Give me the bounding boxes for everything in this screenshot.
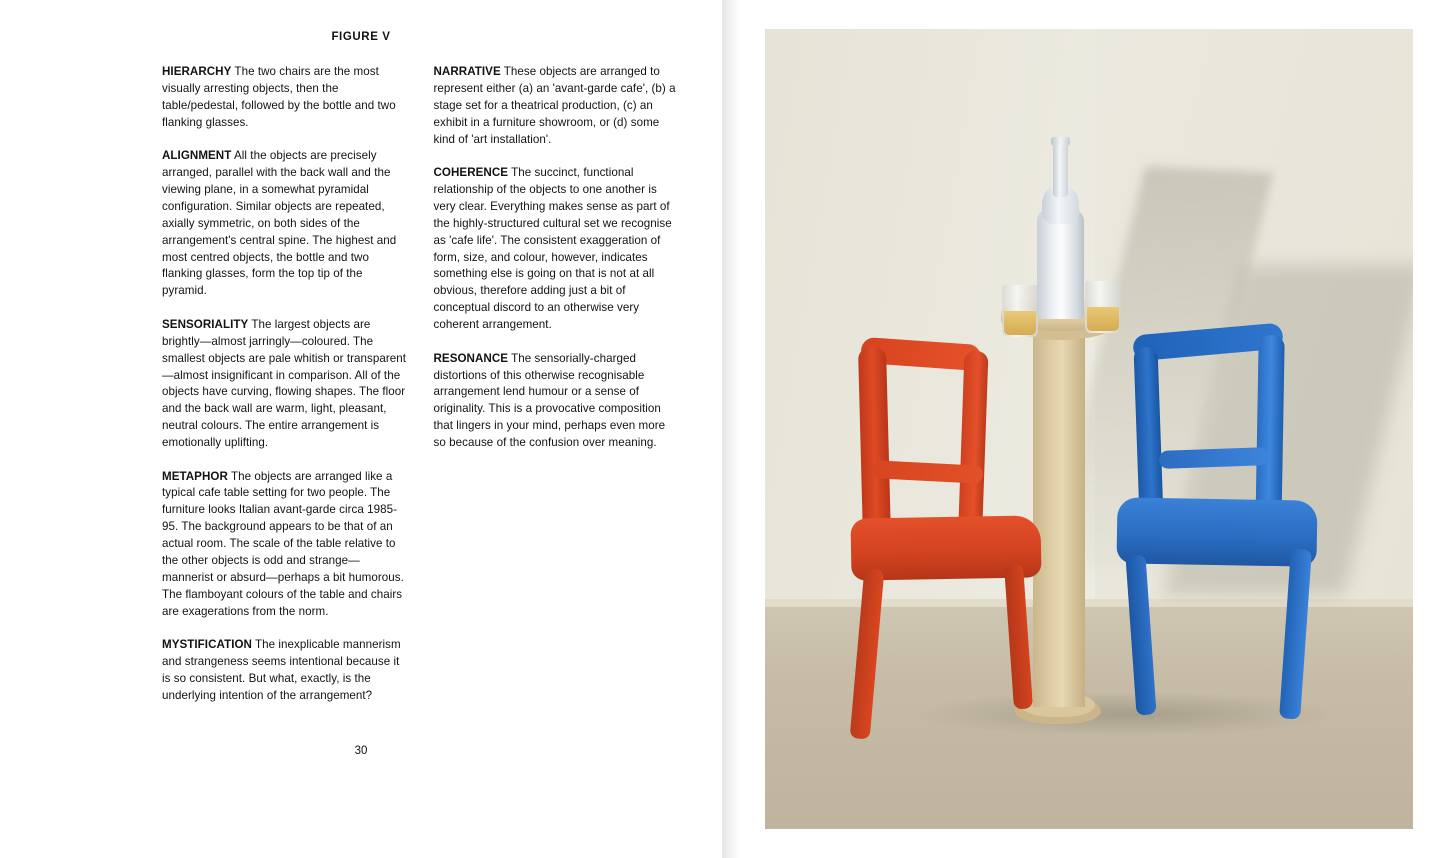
paragraph-lead: RESONANCE — [433, 351, 509, 365]
paragraph-body: The two chairs are the most visually arresting objects, then the table/pedestal, followed by the bottle and two flanking glasses. — [162, 65, 396, 129]
text-columns — [162, 64, 680, 705]
paragraph-body: The objects are arranged like a typical cafe table setting for two people. The furniture looks Italian avant-garde circa 1985-95. The background appears to be that of an actual room. The scale of the table relative to the other objects is odd and strange—mannerist or absurd—perhaps a bit humorous. The flamboyant colours of the table and chairs are exagerations from the norm. — [162, 469, 404, 618]
paragraph-lead: SENSORIALITY — [162, 317, 249, 331]
paragraph-coherence — [434, 165, 681, 334]
paragraph-narrative — [434, 64, 681, 149]
paragraph-lead: COHERENCE — [433, 166, 509, 180]
paragraph-hierarchy — [162, 64, 409, 132]
paragraph-mystification — [162, 637, 409, 705]
bottle-body — [1037, 209, 1084, 319]
glass-left — [1002, 285, 1038, 337]
paragraph-alignment — [162, 148, 409, 300]
right-page — [722, 0, 1445, 858]
pedestal-column — [1033, 317, 1085, 707]
paragraph-lead: HIERARCHY — [162, 65, 232, 78]
floor-contact-shadow — [915, 691, 1335, 737]
left-page — [0, 0, 722, 858]
page-number: 30 — [354, 745, 368, 757]
blue-chair-arm — [1159, 447, 1270, 469]
paragraph-lead: METAPHOR — [162, 469, 228, 483]
paragraph-resonance — [434, 351, 681, 452]
paragraph-metaphor — [162, 469, 409, 621]
paragraph-body: The sensorially-charged distortions of this otherwise recognisable arrangement lend humour or a sense of originality. This is a provocative composition that lingers in your mind, perhaps even more so because of the confusion over meaning. — [433, 351, 666, 450]
paragraph-body: The largest objects are brightly—almost jarringly—coloured. The smallest objects are pale whitish or transparent—almost insignificant in comparison. All of the objects have curving, flowing shapes. The floor and the back wall are warm, light, pleasant, neutral colours. The entire arrangement is emotionally uplifting. — [162, 317, 407, 450]
glass-left-liquid — [1004, 311, 1036, 335]
paragraph-body: All the objects are precisely arranged, parallel with the back wall and the viewing plane, in a somewhat pyramidal configuration. Similar objects are repeated, axially symmetric, on both sides of the arrangement's central spine. The highest and most centred objects, the bottle and two flanking glasses, form the top tip of the pyramid. — [162, 149, 397, 298]
text-column-right — [434, 64, 681, 705]
paragraph-body: These objects are arranged to represent either (a) an 'avant-garde cafe', (b) a stage set for a theatrical production, (c) an exhibit in a furniture showroom, or (d) some kind of 'art installation'. — [433, 65, 676, 146]
paragraph-sensoriality — [162, 317, 409, 452]
paragraph-body: The succinct, functional relationship of the objects to one another is very clear. Everything makes sense as part of the highly-structured cultural set we recognise as 'cafe life'. The consistent exaggeration of form, size, and colour, however, indicates something else is going on that is not at all obvious, therefore adding just a bit of conceptual discord to an otherwise very coherent arrangement. — [433, 166, 672, 332]
plate-illustration — [765, 29, 1413, 829]
gutter-shadow — [722, 0, 740, 858]
figure-label: FIGURE V — [331, 31, 391, 43]
glass-right — [1085, 281, 1121, 333]
paragraph-lead: MYSTIFICATION — [162, 638, 252, 652]
bottle-lip — [1051, 137, 1070, 146]
paragraph-body: The inexplicable mannerism and strangeness seems intentional because it is so consistent. But what, exactly, is the underlying intention of the arrangement? — [162, 638, 401, 702]
text-column-left — [162, 64, 409, 705]
glass-right-liquid — [1087, 307, 1119, 331]
bottle-neck — [1053, 142, 1068, 197]
paragraph-lead: NARRATIVE — [433, 65, 501, 78]
blue-chair-seat — [1116, 497, 1317, 566]
paragraph-lead: ALIGNMENT — [162, 149, 232, 163]
